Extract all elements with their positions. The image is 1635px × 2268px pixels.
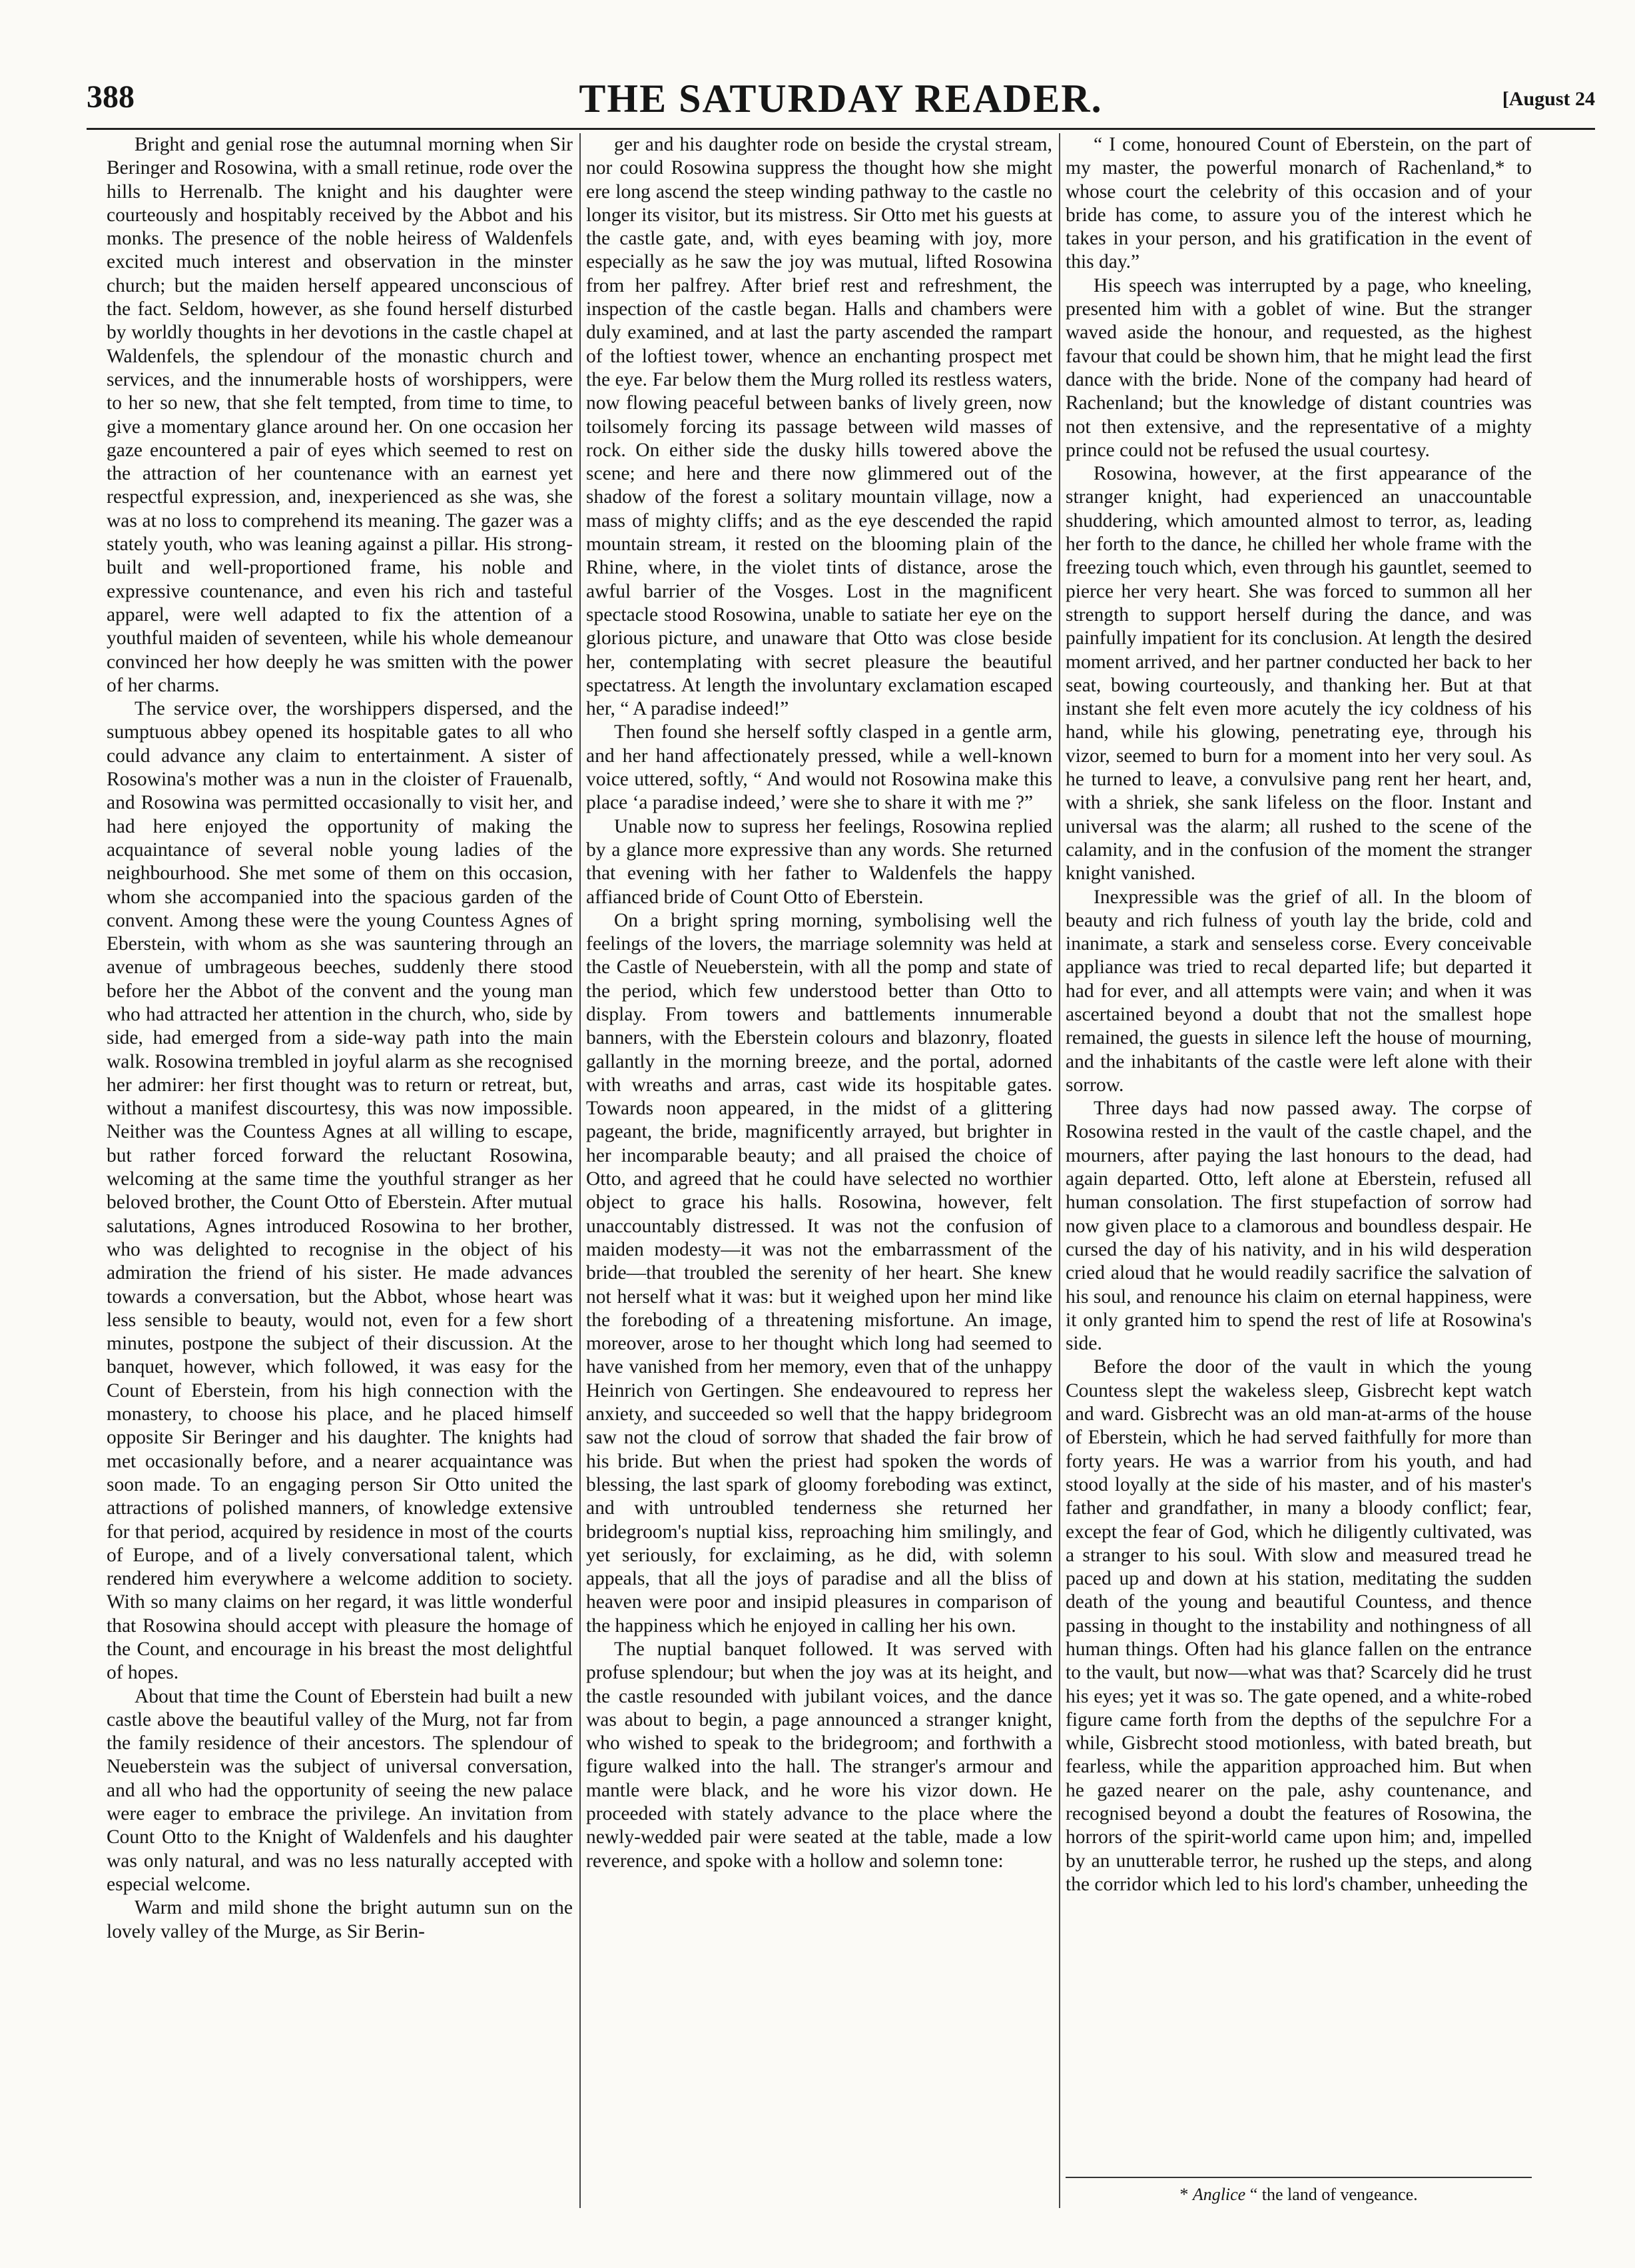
paragraph: Then found she herself softly clasped in a gentle arm, and her hand affectionately pressed, while a well-known voice uttered, softly, “ And would not Rosowina make this place ‘a paradise indeed,’ were she to share it with me ?” (586, 721, 1052, 814)
paragraph: Bright and genial rose the autumnal morning when Sir Beringer and Rosowina, with a small retinue, rode over the hills to Herrenalb. The knight and his daughter were courteously and hospitably received by the Abbot and his monks. The presence of the noble heiress of Waldenfels excited much interest and observation in the minster church; but the maiden herself appeared unconscious of the fact. Seldom, however, as she found herself disturbed by worldly thoughts in her devotions in the castle chapel at Waldenfels, the splendour of the monastic church and services, and the innumerable hosts of worshippers, were to her so new, that she felt tempted, from time to time, to give a momentary glance around her. On one occasion her gaze encountered a pair of eyes which seemed to rest on the attraction of her countenance with an earnest yet respectful expression, and, inexperienced as she was, she was at no loss to comprehend its meaning. The gazer was a stately youth, who was leaning against a pillar. His strong-built and well-proportioned frame, his noble and expressive countenance, and even his rich and tasteful apparel, were well adapted to fix the attention of a youthful maiden of seventeen, while his whole demeanour convinced her how deeply he was smitten with the power of her charms. (107, 134, 573, 696)
footnote-marker: * (1179, 2185, 1193, 2204)
paragraph: ger and his daughter rode on beside the crystal stream, nor could Rosowina suppress the thought how she might ere long ascend the steep winding pathway to the castle no longer its visitor, but its mistress. Sir Otto met his guests at the castle gate, and, with eyes beaming with joy, more especially as he saw the joy was mutual, lifted Rosowina from her palfrey. After brief rest and refreshment, the inspection of the castle began. Halls and chambers were duly examined, and at last the party ascended the rampart of the loftiest tower, whence an enchanting prospect met the eye. Far below them the Murg rolled its restless waters, now flowing peaceful between banks of lively green, now toilsomely forcing its passage between wild masses of rock. On either side the dusky hills towered above the scene; and here and there now glimmered out of the shadow of the forest a solitary mountain village, now a mass of mighty cliffs; and as the eye descended the rapid mountain stream, it rested on the blooming plain of the Rhine, where, in the violet tints of distance, arose the awful barrier of the Vosges. Lost in the magnificent spectacle stood Rosowina, unable to satiate her eye on the glorious picture, and unaware that Otto was close beside her, contemplating with secret pleasure the beautiful spectatress. At length the involuntary exclamation escaped her, “ A paradise indeed!” (586, 134, 1052, 720)
text-column-3 (1066, 133, 1532, 2208)
paragraph: On a bright spring morning, symbolising well the feelings of the lovers, the marriage solemnity was held at the Castle of Neueberstein, with all the pomp and state of the period, which few understood better than Otto to display. From towers and battlements innumerable banners, with the Eberstein colours and blazonry, floated gallantly in the morning breeze, and the portal, adorned with wreaths and arras, cast wide its hospitable gates. Towards noon appeared, in the midst of a glittering pageant, the bride, magnificently arrayed, but brighter in her incomparable beauty; and all praised the choice of Otto, and agreed that he could have selected no worthier object to grace his halls. Rosowina, however, felt unaccountably distressed. It was not the confusion of maiden modesty—it was not the embarrassment of the bride—that troubled the serenity of her heart. She knew not herself what it was: but it weighed upon her mind like the foreboding of a threatening misfortune. An image, moreover, arose to her thought which long had seemed to have vanished from her memory, even that of the unhappy Heinrich von Gertingen. She endeavoured to repress her anxiety, and succeeded so well that the happy bridegroom saw not the cloud of sorrow that shaded the fair brow of his bride. But when the priest had spoken the words of blessing, the last spark of gloomy foreboding was extinct, and with untroubled tenderness she returned her bridegroom's nuptial kiss, reproaching him smilingly, and yet seriously, for exclaiming, as he did, with solemn appeals, that all the joys of paradise and all the bliss of heaven were poor and insipid pleasures in comparison of the happiness which he enjoyed in calling her his own. (586, 909, 1052, 1637)
footnote-word: Anglice (1192, 2185, 1246, 2204)
publication-title: THE SATURDAY READER. (579, 77, 1103, 121)
paragraph: Inexpressible was the grief of all. In the bloom of beauty and rich fulness of youth lay the bride, cold and inanimate, a stark and senseless corse. Every conceivable appliance was tried to recal departed life; but departed it had for ever, and all attempts were vain; and when it was ascertained beyond a doubt that not the smallest hope remained, the guests in silence left the house of mourning, and the inhabitants of the castle were left alone with their sorrow. (1066, 886, 1532, 1096)
paragraph: His speech was interrupted by a page, who kneeling, presented him with a goblet of wine. But the stranger waved aside the honour, and requested, as the highest favour that could be shown him, that he might lead the first dance with the bride. None of the company had heard of Rachenland; but the knowledge of distant countries was not then extensive, and the representative of a mighty prince could not be refused the usual courtesy. (1066, 274, 1532, 461)
paragraph: “ I come, honoured Count of Eberstein, on the part of my master, the powerful monarch of Rachenland,* to whose court the celebrity of this occasion and of your bride has come, to assure you of the interest which he takes in your person, and his gratification in the event of this day.” (1066, 134, 1532, 273)
paragraph: About that time the Count of Eberstein had built a new castle above the beautiful valley of the Murg, not far from the family residence of their ancestors. The splendour of Neueberstein was the subject of universal conversation, and all who had the opportunity of seeing the new palace were eager to embrace the privilege. An invitation from Count Otto to the Knight of Waldenfels and his daughter was only natural, and was no less naturally accepted with especial welcome. (107, 1685, 573, 1895)
paragraph: Rosowina, however, at the first appearance of the stranger knight, had experienced an unaccountable shuddering, which amounted almost to terror, as, leading her forth to the dance, he chilled her whole frame with the freezing touch which, even through his gauntlet, seemed to pierce her very heart. She was forced to summon all her strength to support herself during the dance, and was painfully impatient for its conclusion. At length the desired moment arrived, and her partner conducted her back to her seat, bowing courteously, and thanking her. But at that instant she felt even more acutely the icy coldness of his hand, while his glowing, penetrating eye, through his vizor, seemed to burn for a moment into her very soul. As he turned to leave, a convulsive pang rent her heart, and, with a shriek, she sank lifeless on the floor. Instant and universal was the alarm; all rushed to the scene of the calamity, and in the confusion of the moment the stranger knight vanished. (1066, 463, 1532, 885)
page-header (87, 79, 1595, 125)
issue-date: [August 24 (1502, 88, 1595, 110)
paragraph: Three days had now passed away. The corpse of Rosowina rested in the vault of the castle chapel, and the mourners, after paying the last honours to the dead, had again departed. Otto, left alone at Eberstein, refused all human consolation. The first stupefaction of sorrow had now given place to a clamorous and boundless despair. He cursed the day of his nativity, and in his wild desperation cried aloud that he would readily sacrifice the salvation of his soul, and renounce his claim on eternal happiness, were it only granted him to spend the rest of life at Rosowina's side. (1066, 1098, 1532, 1355)
paragraph: Warm and mild shone the bright autumn sun on the lovely valley of the Murge, as Sir Berin- (107, 1897, 573, 1942)
footnote (1066, 2185, 1532, 2205)
paragraph: The service over, the worshippers dispersed, and the sumptuous abbey opened its hospitable gates to all who could advance any claim to entertainment. A sister of Rosowina's mother was a nun in the cloister of Frauenalb, and Rosowina was permitted occasionally to visit her, and had here enjoyed the opportunity of making the acquaintance of several noble young ladies of the neighbourhood. She met some of them on this occasion, whom she accompanied into the spacious garden of the convent. Among these were the young Countess Agnes of Eberstein, with whom as she was sauntering through an avenue of umbrageous beeches, suddenly there stood before her the Abbot of the convent and the young man who had attracted her attention in the church, who, side by side, had emerged from a side-way path into the main walk. Rosowina trembled in joyful alarm as she recognised her admirer: her first thought was to return or retreat, but, without a manifest discourtesy, this was now impossible. Neither was the Countess Agnes at all willing to escape, but rather forced forward the reluctant Rosowina, welcoming at the same time the youthful stranger as her beloved brother, the Count Otto of Eberstein. After mutual salutations, Agnes introduced Rosowina to her brother, who was delighted to recognise in the object of his admiration the friend of his sister. He made advances towards a conversation, but the Abbot, whose heart was less sensible to beauty, would not, even for a few short minutes, postpone the subject of their discussion. At the banquet, however, which followed, it was easy for the Count of Eberstein, from his high connection with the monastery, to choose his place, and he placed himself opposite Sir Beringer and his daughter. The knights had met occasionally before, and a nearer acquaintance was soon made. To an engaging person Sir Otto united the attractions of polished manners, of knowledge extensive for that period, acquired by residence in most of the courts of Europe, and of a lively conversational talent, which rendered him everywhere a welcome addition to society. With so many claims on her regard, it was little wonderful that Rosowina should accept with pleasure the homage of the Count, and encourage in his breast the most delightful of hopes. (107, 698, 573, 1684)
paragraph: The nuptial banquet followed. It was served with profuse splendour; but when the joy was at its height, and the castle resounded with jubilant voices, and the dance was about to begin, a page announced a stranger knight, who wished to speak to the bridegroom; and forthwith a figure walked into the hall. The stranger's armour and mantle were black, and he wore his vizor down. He proceeded with stately advance to the place where the newly-wedded pair were seated at the table, made a low reverence, and spoke with a hollow and solemn tone: (586, 1639, 1052, 1872)
footnote-rule (1066, 2177, 1532, 2178)
text-column-1 (107, 133, 573, 2208)
text-column-2 (586, 133, 1052, 2208)
page-number: 388 (87, 79, 135, 115)
column-divider (579, 133, 581, 2208)
paragraph: Unable now to supress her feelings, Rosowina replied by a glance more expressive than any words. She returned that evening with her father to Waldenfels the happy affianced bride of Count Otto of Eberstein. (586, 815, 1052, 908)
header-rule (87, 128, 1595, 130)
column-divider (1059, 133, 1060, 2208)
paragraph: Before the door of the vault in which the young Countess slept the wakeless sleep, Gisbrecht kept watch and ward. Gisbrecht was an old man-at-arms of the house of Eberstein, which he had served faithfully for more than forty years. He was a warrior from his youth, and had stood loyally at the side of his master, and of his master's father and grandfather, in many a bloody conflict; fear, except the fear of God, which he diligently cultivated, was a stranger to his soul. With slow and measured tread he paced up and down at his station, meditating the sudden death of the young and beautiful Countess, and thence passing in thought to the instability and nothingness of all human things. Often had his glance fallen on the entrance to the vault, but now—what was that? Scarcely did he trust his eyes; yet it was so. The gate opened, and a white-robed figure came forth from the depths of the sepulchre For a while, Gisbrecht stood motionless, with bated breath, but fearless, while the apparition approached him. But when he gazed nearer on the pale, ashy countenance, and recognised beyond a doubt the features of Rosowina, the horrors of the spirit-world came upon him; and, impelled by an unutterable terror, he rushed up the steps, and along the corridor which led to his lord's chamber, unheeding the (1066, 1356, 1532, 1895)
footnote-text: “ the land of vengeance. (1245, 2185, 1418, 2204)
